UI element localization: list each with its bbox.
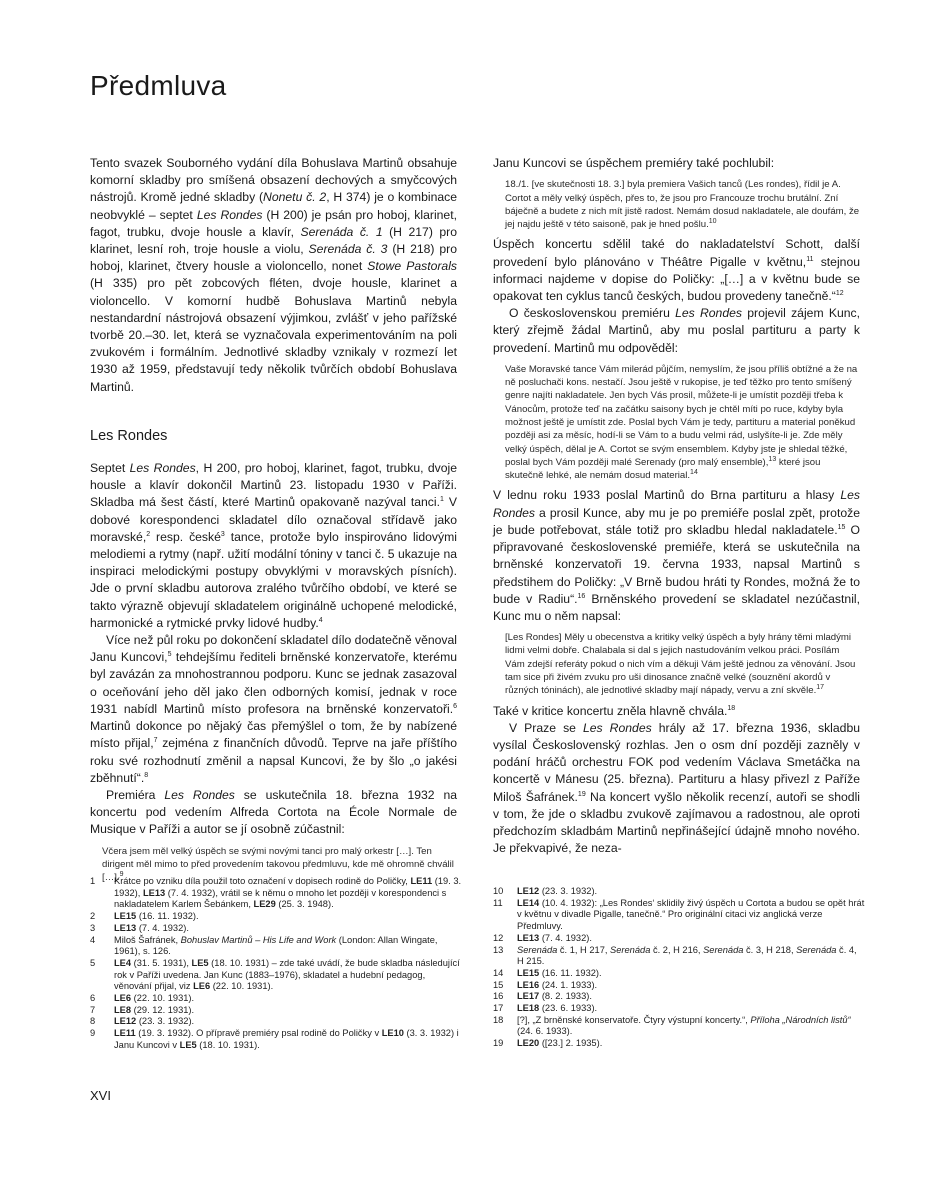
text-run: Premiéra <box>106 787 165 802</box>
letter-reference: LE13 <box>142 887 166 898</box>
footnote <box>493 898 865 933</box>
footnote-number: 17 <box>493 1003 504 1014</box>
text-run: (18. 10. 1931). <box>196 1039 260 1050</box>
section-paragraph-1 <box>90 460 457 632</box>
right-paragraph-4 <box>493 487 860 625</box>
footnote <box>90 923 462 935</box>
footnote-number: 2 <box>90 911 96 922</box>
italic-text: Serenáda <box>703 944 744 955</box>
text-run: (7. 4. 1932). <box>136 922 189 933</box>
text-run: Vaše Moravské tance Vám milerád půjčím, nemyslím, že jsou příliš obtížné a že na ně posluchači kons. nestačí. Jsou ještě v rukopise, je teď těžko pro tento smíšený genre najíti nakladatele. Jen bych Vás prosil, můžete-li je umístit později třeba k Vánocům, protože teď na začátku saisony bych je chtěl míti po ruce, kdyby byla možnost ještě je umístit zde. Poslal bych Vám je tedy, partituru a material poněkud později asi za měsíc, hodí-li se Vám to a budu velmi rád, uslyšíte-li je. Zde měly velký úspěch, dělal je A. Cortot se svým ensemblem. Kdyby jste je shledal těžké, poslal bych Vám později malé Serenady (pro malý ensemble), <box>505 363 858 468</box>
footnote <box>90 1016 462 1028</box>
footnote <box>493 980 865 992</box>
text-run: (19. 3. 1932). O přípravě premiéry psal rodině do Poličky v <box>135 1028 382 1039</box>
text-run: O připravované československé premiéře, která se uskutečnila na brněnské konzervatoři 19. června 1933, napsal Martinů s předstihem do Poličky: „V Brně budou hráti ty Rondes, možná že to bude v Radiu“. <box>493 522 860 606</box>
right-paragraph-2 <box>493 236 860 305</box>
text-run: Včera jsem měl velký úspěch se svými novými tanci pro malý orkestr […]. Ten dirigent měl mimo to před provedením takovou předmluvu, kde mě ohromně chválil […]. <box>102 845 454 884</box>
right-paragraph-6 <box>493 720 860 858</box>
right-paragraph-1 <box>493 155 860 172</box>
footnote-number: 16 <box>493 991 504 1002</box>
quote-3 <box>505 363 860 483</box>
footnote-number: 12 <box>493 932 504 943</box>
italic-text: Serenáda <box>517 944 558 955</box>
text-run: č. 1, H 217, <box>557 944 611 955</box>
text-run: (7. 4. 1932). <box>539 932 592 943</box>
text-run: , H 200, pro hoboj, klarinet, fagot, trubku, dvoje housle a klavír dokončil Martinů 23. listopadu 1930 v Paříži. Skladba má šest částí, které Martinů opakovaně nazýval tanci. <box>90 461 458 510</box>
footnote <box>493 1003 865 1015</box>
text-run: č. 3, H 218, <box>743 944 797 955</box>
footnote-text <box>517 945 865 968</box>
text-run: stejnou informaci najdeme v dopise do Poličky: „[…] a v květnu bude se opakovat ten cyklus tanců českých, budou provedeny tanečně.“ <box>493 254 861 303</box>
italic-text: Příloha „Národních listů“ <box>750 1014 851 1025</box>
text-run: V lednu roku 1933 poslal Martinů do Brna partituru a hlasy <box>493 488 841 503</box>
footnote-marker: 3 <box>220 530 225 538</box>
footnote-number: 7 <box>90 1004 96 1015</box>
text-run: Také v kritice koncertu zněla hlavně chvála. <box>493 703 728 718</box>
footnote-number: 6 <box>90 993 96 1004</box>
text-run: (23. 3. 1932). <box>136 1016 195 1027</box>
text-run: (24. 1. 1933). <box>539 979 598 990</box>
footnote-text <box>517 991 865 1003</box>
letter-reference: LE20 <box>517 1038 540 1049</box>
footnote-number: 13 <box>493 944 504 955</box>
footnote-text <box>114 876 462 911</box>
footnote <box>90 1005 462 1017</box>
italic-text: Les Rondes <box>582 720 652 735</box>
text-run: (8. 2. 1933). <box>539 991 592 1002</box>
text-run: ([23.] 2. 1935). <box>539 1038 603 1049</box>
text-run: (16. 11. 1932). <box>136 911 199 922</box>
footnote-text <box>517 886 865 898</box>
text-run: Brněnského provedení se skladatel nezúčastnil, Kunc mu o něm napsal: <box>493 591 860 623</box>
italic-text: Nonetu č. 2 <box>263 190 327 205</box>
footnote <box>493 968 865 980</box>
letter-reference: LE6 <box>193 981 211 992</box>
italic-text: Les Rondes <box>129 461 196 476</box>
footnote <box>90 1028 462 1051</box>
text-run: které jsou skutečně lehké, ale nemám dosud material. <box>505 456 821 482</box>
text-run: (18. 10. 1931) – zde také uvádí, že bude skladba následující rok v Paříži uvedena. Jan Kunc (1883–1976), skladatel a hudební pedagog, věnování přijal, viz <box>114 957 460 992</box>
footnote <box>90 958 462 993</box>
footnote-marker: 19 <box>577 790 586 798</box>
text-run: Septet <box>90 461 130 476</box>
footnote <box>493 886 865 898</box>
footnote-number: 15 <box>493 979 504 990</box>
section-paragraph-3 <box>90 787 457 839</box>
letter-reference: LE5 <box>191 957 209 968</box>
left-column <box>90 155 457 889</box>
footnote <box>90 911 462 923</box>
letter-reference: LE5 <box>179 1039 197 1050</box>
footnote-number: 11 <box>493 897 503 908</box>
footnote-text <box>114 1005 462 1017</box>
text-run: [?], „Z brněnské konservatoře. Čtyry výstupní koncerty.“, <box>517 1014 751 1025</box>
text-run: zejména z finančních důvodů. Teprve na jaře příštího roku své rozhodnutí změnil a napsal Kuncovi, že by šlo „o jakési zběhnutí“. <box>90 736 457 785</box>
page-number: XVI <box>90 1088 111 1103</box>
footnote-text <box>517 933 865 945</box>
text-run: (23. 3. 1932). <box>539 886 598 896</box>
footnote <box>493 1015 865 1038</box>
text-run: (16. 11. 1932). <box>539 967 602 978</box>
footnote-text <box>517 898 865 933</box>
letter-reference: LE17 <box>517 991 540 1002</box>
italic-text: Stowe Pastorals <box>367 259 457 274</box>
text-run: hrály až 17. března 1936, skladbu vysílal Československý rozhlas. Jen o osm dní později zazněly v podání hráčů orchestru FOK pod vedením Václava Smetáčka na koncertě v Mánesu (25. března). Partituru a hlasy přivezl z Paříže Miloš Šafránek. <box>493 720 860 804</box>
letter-reference: LE12 <box>517 886 540 896</box>
footnote-marker: 2 <box>146 530 151 538</box>
text-run: a prosil Kunce, aby mu je po premiéře poslal zpět, protože je bude potřebovat, stále totiž pro skladbu hledal nakladatele. <box>493 505 860 537</box>
text-run: Miloš Šafránek, <box>114 934 181 945</box>
right-paragraph-3 <box>493 305 860 357</box>
footnote-text <box>114 993 462 1005</box>
footnote-number: 5 <box>90 957 96 968</box>
footnote <box>493 933 865 945</box>
text-run: tance, protože bylo inspirováno lidovými melodiemi a rytmy (např. užití modální tóniny v tanci č. 5 ukazuje na inspiraci melodickými postupy obvyklými v moravských písních). Jde o první skladbu autorova zralého tvůrčího období, ve které se takto výrazně objevují skladatelem originálně uchopené melodické, harmonické a rytmické prvky lidové hudby. <box>90 529 457 630</box>
text-run: resp. české <box>150 529 221 544</box>
letter-reference: LE12 <box>114 1016 137 1027</box>
text-run: Krátce po vzniku díla použil toto označení v dopisech rodině do Poličky, <box>114 876 411 886</box>
footnote-marker: 15 <box>837 523 846 531</box>
text-run: V dobové korespondenci skladatel dílo označoval střídavě jako moravské, <box>90 495 458 544</box>
footnote-text <box>517 968 865 980</box>
italic-text: Serenáda č. 1 <box>300 224 383 239</box>
text-run: č. 2, H 216, <box>650 944 704 955</box>
footnote-text <box>517 1038 865 1050</box>
italic-text: Les Rondes <box>164 787 235 802</box>
text-run: (22. 10. 1931). <box>131 993 195 1004</box>
text-run: (29. 12. 1931). <box>131 1004 195 1015</box>
text-run: se uskutečnila 18. března 1932 na koncertu pod vedením Alfreda Cortota na École Normale de Musique v Paříži a autor se jí osobně zúčastnil: <box>90 787 458 837</box>
letter-reference: LE16 <box>517 979 540 990</box>
section-paragraph-2 <box>90 632 457 787</box>
section-heading: Les Rondes <box>90 427 168 444</box>
footnote-text <box>517 1003 865 1015</box>
text-run: (H 218) pro hoboj, klarinet, čtvery housle a violoncello, nonet <box>90 242 457 274</box>
letter-reference: LE13 <box>114 922 137 933</box>
footnotes-right <box>493 886 865 1050</box>
footnote-text <box>114 935 462 958</box>
footnote-marker: 6 <box>453 702 457 710</box>
page-title: Předmluva <box>90 70 227 101</box>
text-run: (31. 5. 1931), <box>131 957 192 968</box>
text-run: tehdejšímu řediteli brněnské konzervatoře, kterému byl zavázán za mnohostrannou podporu. Kunc se jednak zasazoval o oceňování jeho děl jako člen odborných komisí, jednak v roce 1931 nabídl Martinů místo profesora na brněnské konzervatoři. <box>90 650 457 716</box>
text-run: [Les Rondes] Měly u obecenstva a kritiky velký úspěch a byly hrány těmi mladými lidmi velmi dobře. Chalabala si dal s jejich nastudováním velkou práci. Posílám Vám zdejší referáty pokud o nich vím a děkuji Vám ještě jednou za věnování. Jsou tam sice při živém zvuku pro uši dinosance značně velké (souznění akordů v různých tóninách), ale jednotlivé skladby mají nápady, vervu a zní skvěle. <box>505 632 856 697</box>
footnote-marker: 16 <box>577 592 586 600</box>
footnote-number: 14 <box>493 967 504 978</box>
footnote-marker: 12 <box>835 289 844 297</box>
text-run: Úspěch koncertu sdělil také do nakladatelství Schott, další provedení bylo plánováno v Théâtre Pigalle v květnu, <box>493 237 860 269</box>
letter-reference: LE4 <box>114 957 132 968</box>
text-run: 18./1. [ve skutečnosti 18. 3.] byla premiera Vašich tanců (Les rondes), řídil je A. Cortot a měly velký úspěch, přes to, že jsou pro Francouze trochu brutální. Zní báječně a budete z nich mít jistě radost. Nemám dosud nakladatele, ale doufám, že jej najdu ještě v této saisoně, pak je hned pošlu. <box>505 179 860 231</box>
italic-text: Serenáda č. 3 <box>308 242 388 257</box>
italic-text: Bohuslav Martinů – His Life and Work <box>180 934 337 945</box>
text-run: (10. 4. 1932): „Les Rondes‘ sklidily živý úspěch u Cortota a budou se opět hrát v květnu v divadle Pigalle, tanečně.“ Pro originální citaci viz anglická verze Předmluvy. <box>517 897 865 932</box>
footnotes-left <box>90 876 462 1052</box>
letter-reference: LE18 <box>517 1003 540 1014</box>
letter-reference: LE14 <box>517 897 540 908</box>
text-run: (24. 6. 1933). <box>517 1026 573 1037</box>
letter-reference: LE10 <box>381 1028 404 1039</box>
text-run: Tento svazek Souborného vydání díla Bohuslava Martinů obsahuje komorní skladby pro smíšená obsazení dechových a smyčcových nástrojů. Kromě jedné skladby ( <box>90 156 457 205</box>
text-run: projevil zájem Kunc, který zřejmě žádal Martinů, aby mu poslal partituru a party k provedení. Martinů mu odpověděl: <box>493 306 860 355</box>
text-run: O československou premiéru <box>509 306 676 321</box>
letter-reference: LE13 <box>517 932 540 943</box>
text-run: (H 217) pro klarinet, lesní roh, troje housle a violu, <box>90 224 458 257</box>
letter-reference: LE11 <box>410 876 433 886</box>
italic-text: Les Rondes <box>493 488 860 520</box>
footnote-text <box>114 911 462 923</box>
text-run: (23. 6. 1933). <box>539 1003 598 1014</box>
footnote-text <box>114 958 462 993</box>
footnote-text <box>114 1016 462 1028</box>
letter-reference: LE11 <box>114 1028 136 1039</box>
text-run: , H 374) je o kombinace neobvyklé – septet <box>90 190 457 222</box>
letter-reference: LE8 <box>114 1004 132 1015</box>
footnote <box>493 1038 865 1050</box>
footnote-marker: 9 <box>119 870 124 878</box>
footnote-number: 9 <box>90 1028 96 1039</box>
italic-text: Serenáda <box>796 944 837 955</box>
letter-reference: LE29 <box>253 899 276 910</box>
footnote <box>493 991 865 1003</box>
footnote-marker: 1 <box>440 496 444 504</box>
footnote <box>493 945 865 968</box>
text-run: Více než půl roku po dokončení skladatel dílo dodatečně věnoval Janu Kuncovi, <box>90 633 457 665</box>
footnote-marker: 5 <box>167 651 172 659</box>
right-column <box>493 155 860 857</box>
footnote-text <box>517 980 865 992</box>
text-run: (London: Allan Wingate, 1961), s. 126. <box>114 934 438 957</box>
footnote-marker: 14 <box>690 469 698 476</box>
text-run: Janu Kuncovi se úspěchem premiéry také pochlubil: <box>493 156 775 170</box>
letter-reference: LE15 <box>114 911 137 922</box>
footnote-marker: 18 <box>727 704 736 712</box>
footnote-marker: 4 <box>318 616 323 624</box>
footnote-marker: 10 <box>708 217 717 225</box>
text-run: (3. 3. 1932) i Janu Kuncovi v <box>114 1028 459 1050</box>
text-run: (7. 4. 1932), vrátil se k němu o mnoho let později v korespondenci s nakladatelem Karlem Šebánkem, <box>114 887 447 910</box>
footnote-marker: 11 <box>806 255 814 263</box>
text-run: (19. 3. 1932), <box>114 876 462 898</box>
footnote-marker: 8 <box>144 771 149 779</box>
letter-reference: LE15 <box>517 967 540 978</box>
footnote-marker: 7 <box>153 737 158 745</box>
footnote-number: 8 <box>90 1016 96 1027</box>
quote-4 <box>505 631 860 697</box>
footnote <box>90 993 462 1005</box>
italic-text: Les Rondes <box>196 207 263 222</box>
footnote-number: 4 <box>90 934 96 945</box>
footnote-number: 1 <box>90 876 96 886</box>
footnote-number: 19 <box>493 1038 504 1049</box>
letter-reference: LE6 <box>114 993 132 1004</box>
italic-text: Les Rondes <box>675 306 742 321</box>
italic-text: Serenáda <box>610 944 651 955</box>
text-run: Martinů dokonce po nějaký čas přemýšlel o tom, že by nabízené místo přijal, <box>90 719 457 751</box>
text-run: (H 200) je psán pro hoboj, klarinet, fagot, trubku, dvoje housle a klavír, <box>90 207 457 239</box>
text-run: V Praze se <box>509 720 583 735</box>
intro-paragraph <box>90 155 457 396</box>
text-run: (22. 10. 1931). <box>210 981 274 992</box>
footnote-number: 10 <box>493 886 504 896</box>
footnote-text <box>517 1015 865 1038</box>
footnote <box>90 935 462 958</box>
text-run: (25. 3. 1948). <box>275 899 334 910</box>
footnote <box>90 876 462 911</box>
footnote-text <box>114 1028 462 1051</box>
footnote-number: 18 <box>493 1014 504 1025</box>
text-run: (H 335) pro pět zobcových fléten, dvoje housle, klarinet a violoncello. V komorní hudbě Bohuslava Martinů nebyla nestandardní nástrojová obsazení výjimkou, zvlášť v jeho pařížské tvorbě 20.–30. let, která se vyznačovala experimentováním na poli zvukovém i formálním. Jednotlivé skladby vznikaly v rozmezí let 1930 až 1959, představují tedy několik tvůrčích období Bohuslava Martinů. <box>90 276 457 394</box>
footnote-text <box>114 923 462 935</box>
right-paragraph-5 <box>493 703 860 720</box>
footnote-marker: 13 <box>768 455 777 463</box>
footnote-number: 3 <box>90 922 96 933</box>
text-run: č. 4, H 215. <box>517 944 857 967</box>
footnote-marker: 17 <box>816 684 825 692</box>
text-run: Na koncert vyšlo několik recenzí, autoři se shodli v tom, že jde o skladbu zvukově zajímavou a radostnou, ale oproti předchozím skladbám Martinů nepřinášející údajně mnoho nového. Je překvapivé, že neza- <box>493 789 860 856</box>
quote-2 <box>505 178 860 231</box>
